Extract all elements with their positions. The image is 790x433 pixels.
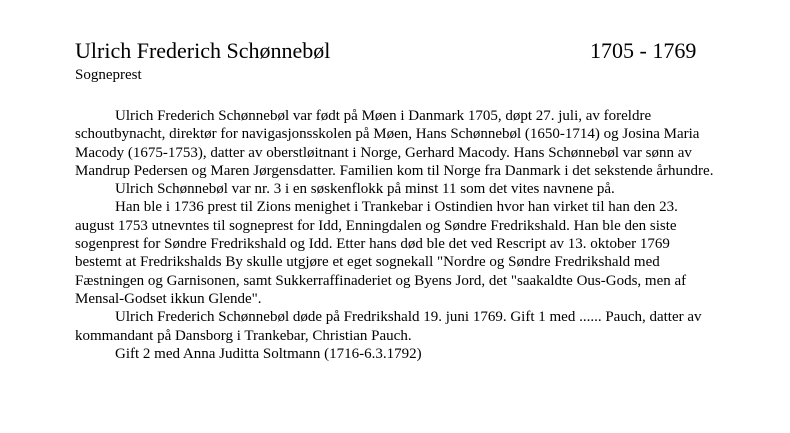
- occupation: Sogneprest: [75, 67, 142, 83]
- paragraph-death: Ulrich Frederich Schønnebøl døde på Fredrikshald 19. juni 1769. Gift 1 med ...... Pauch, datter av kommandant på Dansborg i Trankebar, Christian Pauch.: [75, 309, 702, 344]
- paragraph-siblings: Ulrich Schønnebøl var nr. 3 i en søskenflokk på minst 11 som det vites navnene på.: [115, 181, 615, 198]
- title-row: [75, 36, 715, 66]
- person-name: Ulrich Frederich Schønnebøl: [75, 38, 331, 63]
- paragraph-career: Han ble i 1736 prest til Zions menighet i Trankebar i Ostindien hvor han virket til han den 23. august 1753 utnevntes til sogneprest for Idd, Enningdalen og Søndre Fredrikshald. Han ble den siste sogenprest for Søndre Fredrikshald og Idd. Etter hans død ble det ved Rescript av 13. oktober 1769 bestemt at Fredrikshalds By skulle utgjøre et eget sognekall "Nordre og Søndre Fredrikshald med Fæstningen og Garnisonen, samt Sukkerraffinaderiet og Byens Jord, det "saakaldte Ous-Gods, men af Mensal-Godset ikkun Glende".: [75, 199, 687, 307]
- paragraph-birth: Ulrich Frederich Schønnebøl var født på Møen i Danmark 1705, døpt 27. juli, av foreldre schoutbynacht, direktør for navigasjonsskolen på Møen, Hans Schønnebøl (1650-1714) og Josina Maria Macody (1675-1753), datter av oberstløitnant i Norge, Gerhard Macody. Hans Schønnebøl var sønn av Mandrup Pedersen og Maren Jørgensdatter. Familien kom til Norge fra Danmark i det sekstende århundre.: [75, 108, 714, 179]
- document-page: [75, 36, 715, 363]
- biography-text: [75, 107, 715, 363]
- paragraph-marriage: Gift 2 med Anna Juditta Soltmann (1716-6.3.1792): [115, 345, 422, 362]
- life-years: 1705 - 1769: [590, 38, 697, 63]
